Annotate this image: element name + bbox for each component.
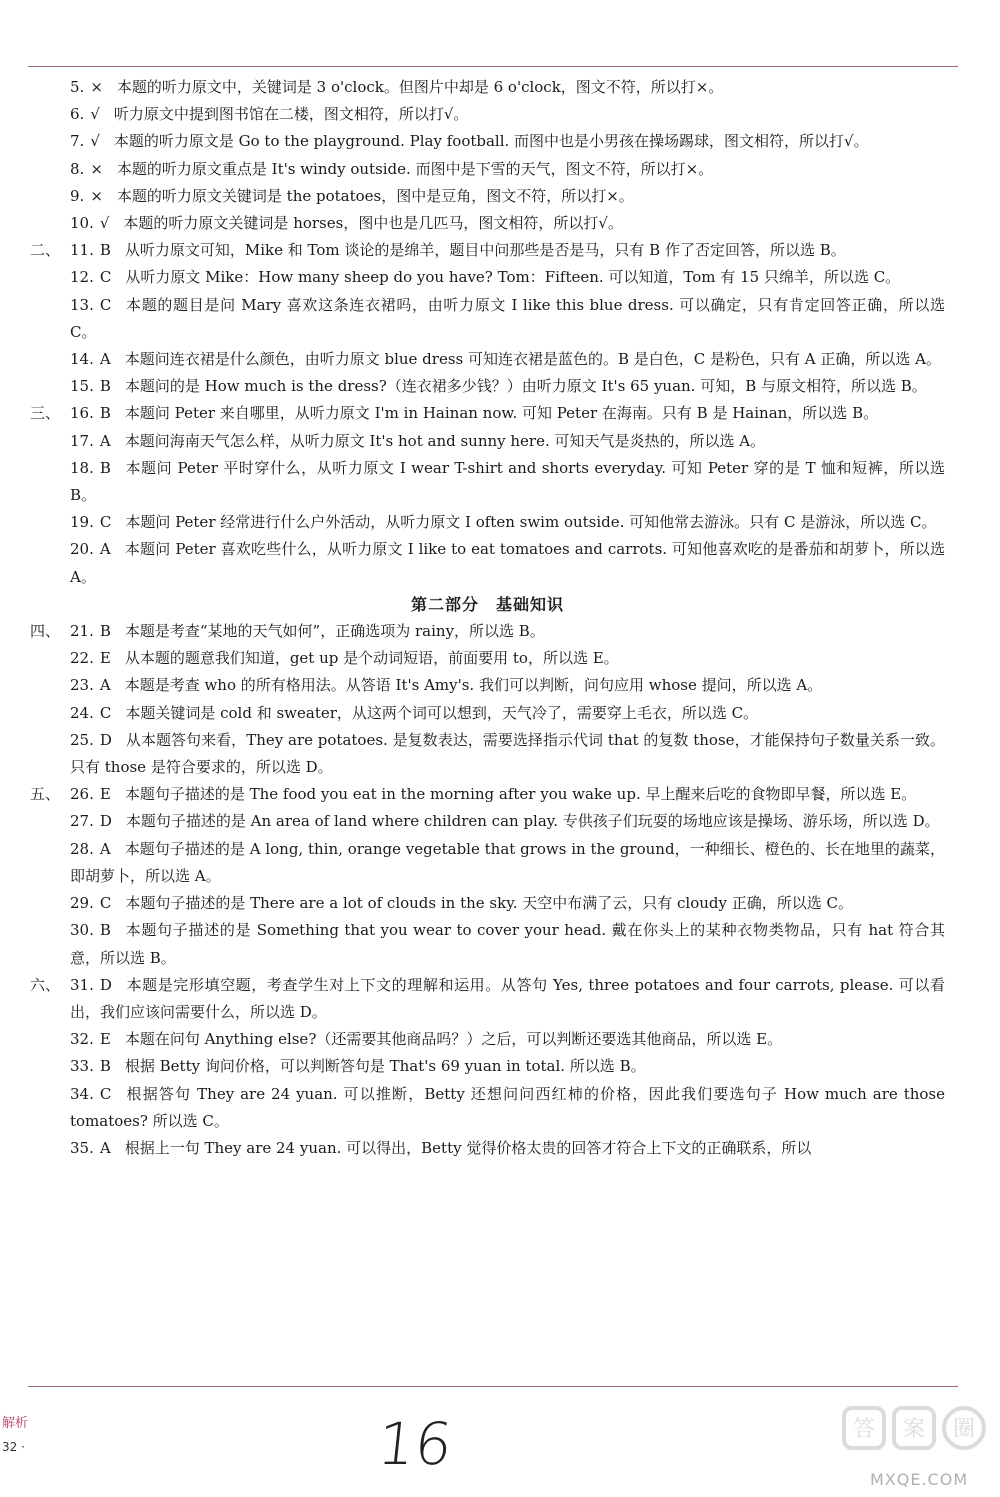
watermark-url: MXQE.COM	[870, 1470, 969, 1489]
answer-entry	[30, 808, 945, 835]
explanation-text: 从听力原文可知，Mike 和 Tom 谈论的是绵羊，题目中问那些是否是马，只有 B 作了否定回答，所以选 B。	[124, 241, 846, 260]
answer-entry	[30, 400, 945, 427]
question-number: 20.	[70, 540, 94, 559]
answer-key: ×	[90, 186, 103, 205]
section-marker: 四、	[30, 622, 61, 641]
explanation-text: 本题问海南天气怎么样，从听力原文 It's hot and sunny here. 可知天气是炎热的，所以选 A。	[124, 431, 766, 450]
answer-key: A	[99, 676, 111, 695]
question-number: 16.	[70, 404, 94, 423]
answer-entry	[30, 346, 945, 373]
explanation-text: 本题在问句 Anything else?（还需要其他商品吗？）之后，可以判断还要选其他商品，所以选 E。	[124, 1030, 783, 1049]
answer-entry	[30, 210, 945, 237]
page-number: 32 ·	[2, 1440, 25, 1454]
answer-key: B	[99, 1057, 111, 1076]
question-number: 26.	[70, 785, 94, 804]
handwritten-page-number: 16	[374, 1410, 456, 1478]
explanation-text: 根据上一句 They are 24 yuan. 可以得出，Betty 觉得价格太贵的回答才符合上下文的正确联系，所以	[124, 1138, 812, 1157]
question-number: 32.	[70, 1030, 94, 1049]
question-number: 19.	[70, 513, 94, 532]
answer-entry	[30, 890, 945, 917]
answer-key: D	[99, 975, 112, 994]
answer-entry	[30, 292, 945, 346]
answer-key: B	[99, 404, 111, 423]
question-number: 25.	[70, 730, 94, 749]
explanation-text: 根据 Betty 询问价格，可以判断答句是 That's 69 yuan in total. 所以选 B。	[124, 1057, 646, 1076]
answer-key: A	[99, 1138, 111, 1157]
answer-entry	[30, 156, 945, 183]
answer-entry	[30, 74, 945, 101]
question-number: 28.	[70, 839, 94, 858]
answer-entry	[30, 1081, 945, 1135]
answer-key: C	[99, 1084, 112, 1103]
section-marker: 五、	[30, 785, 61, 804]
answer-key: √	[99, 214, 110, 233]
answer-entry	[30, 536, 945, 590]
question-number: 9.	[70, 186, 85, 205]
section-marker: 二、	[30, 241, 61, 260]
question-number: 14.	[70, 350, 94, 369]
section-marker: 六、	[30, 975, 61, 994]
section-marker: 三、	[30, 404, 61, 423]
question-number: 5.	[70, 78, 85, 96]
explanation-text: 本题是考查“某地的天气如何”，正确选项为 rainy，所以选 B。	[124, 622, 545, 641]
question-number: 18.	[70, 458, 94, 477]
answer-entry	[30, 836, 945, 890]
question-number: 17.	[70, 431, 94, 450]
answer-key: A	[99, 350, 111, 369]
explanation-text: 本题的听力原文中，关键词是 3 o'clock。但图片中却是 6 o'clock，图文不符，所以打×。	[116, 78, 724, 96]
answer-key: E	[99, 1030, 111, 1049]
answer-entry	[30, 373, 945, 400]
explanation-text: 本题关键词是 cold 和 sweater，从这两个词可以想到，天气冷了，需要穿上毛衣，所以选 C。	[125, 703, 759, 722]
answer-key: C	[99, 295, 112, 314]
explanation-text: 本题句子描述的是 A long, thin, orange vegetable that grows in the ground，一种细长、橙色的、长在地里的蔬菜，即胡萝卜，所以选 A。	[70, 839, 945, 885]
answer-key: A	[99, 431, 111, 450]
question-number: 8.	[70, 159, 85, 178]
explanation-text: 听力原文中提到图书馆在二楼，图文相符，所以打√。	[113, 105, 469, 124]
answer-entry	[30, 128, 945, 155]
answer-key: D	[99, 730, 112, 749]
question-number: 33.	[70, 1057, 94, 1076]
question-number: 6.	[70, 105, 85, 124]
question-number: 23.	[70, 676, 94, 695]
answer-entry	[30, 455, 945, 509]
explanation-text: 本题的听力原文关键词是 the potatoes，图中是豆角，图文不符，所以打×。	[116, 186, 634, 205]
answer-key: C	[99, 894, 112, 913]
answer-entry	[30, 700, 945, 727]
explanation-text: 本题是考查 who 的所有格用法。从答语 It's Amy's. 我们可以判断，问句应用 whose 提问，所以选 A。	[124, 676, 823, 695]
explanation-text: 根据答句 They are 24 yuan. 可以推断，Betty 还想问问西红柿的价格，因此我们要选句子 How much are those tomatoes? 所以选 C。	[70, 1084, 945, 1130]
answer-entry	[30, 1026, 945, 1053]
answer-entry	[30, 781, 945, 808]
answer-entry	[30, 183, 945, 210]
explanation-text: 本题句子描述的是 The food you eat in the morning after you wake up. 早上醒来后吃的食物即早餐，所以选 E。	[124, 785, 917, 804]
answer-key: D	[99, 812, 112, 831]
question-number: 22.	[70, 649, 94, 668]
explanation-text: 本题的听力原文是 Go to the playground. Play football. 而图中也是小男孩在操场踢球，图文相符，所以打√。	[113, 132, 869, 151]
question-number: 11.	[70, 241, 94, 260]
answer-key: B	[99, 458, 111, 477]
question-number: 27.	[70, 812, 94, 831]
answer-entry	[30, 972, 945, 1026]
answer-key: ×	[90, 78, 103, 96]
question-number: 12.	[70, 268, 94, 287]
answer-entry	[30, 428, 945, 455]
answer-key: E	[99, 785, 111, 804]
question-number: 7.	[70, 132, 85, 151]
question-number: 29.	[70, 894, 94, 913]
question-number: 21.	[70, 622, 94, 641]
answer-key: √	[90, 105, 100, 124]
answer-entry	[30, 1053, 945, 1080]
explanation-text: 本题问的是 How much is the dress?（连衣裙多少钱？）由听力原文 It's 65 yuan. 可知，B 与原文相符，所以选 B。	[124, 377, 927, 396]
explanation-text: 本题句子描述的是 Something that you wear to cover your head. 戴在你头上的某种衣物类物品，只有 hat 符合其意，所以选 B。	[70, 921, 945, 967]
explanation-text: 本题的题目是问 Mary 喜欢这条连衣裙吗，由听力原文 I like this blue dress. 可以确定，只有肯定回答正确，所以选 C。	[70, 295, 945, 341]
explanation-text: 本题问 Peter 喜欢吃些什么，从听力原文 I like to eat tomatoes and carrots. 可知他喜欢吃的是番茄和胡萝卜，所以选 A。	[70, 540, 945, 586]
answer-entry	[30, 917, 945, 971]
explanation-text: 本题句子描述的是 An area of land where children can play. 专供孩子们玩耍的场地应该是操场、游乐场，所以选 D。	[125, 812, 940, 831]
explanation-text: 本题问 Peter 平时穿什么，从听力原文 I wear T-shirt and shorts everyday. 可知 Peter 穿的是 T 恤和短裤，所以选 B。	[70, 458, 945, 505]
answer-key: √	[90, 132, 100, 151]
question-number: 31.	[70, 975, 94, 994]
explanation-text: 本题是完形填空题，考查学生对上下文的理解和运用。从答句 Yes, three potatoes and four carrots, please. 可以看出，我们应该问需要什么，所以选 D。	[70, 975, 945, 1021]
answer-key: B	[99, 241, 111, 260]
answer-key: A	[99, 839, 111, 858]
answer-key: B	[99, 377, 111, 396]
answer-key: A	[99, 540, 111, 559]
bottom-rule	[28, 1386, 958, 1387]
answer-key: ×	[90, 159, 103, 178]
answer-key: C	[99, 513, 112, 532]
answer-entry	[30, 1135, 945, 1162]
answer-entry	[30, 237, 945, 264]
answer-key: C	[99, 703, 112, 722]
question-number: 13.	[70, 295, 94, 314]
explanation-text: 本题问连衣裙是什么颜色，由听力原文 blue dress 可知连衣裙是蓝色的。B 是白色，C 是粉色，只有 A 正确，所以选 A。	[124, 350, 941, 369]
question-number: 34.	[70, 1084, 94, 1103]
section-title: 第二部分 基础知识	[410, 594, 564, 614]
answer-entry	[30, 264, 945, 291]
watermark-logo	[840, 1400, 990, 1470]
answer-key: E	[99, 649, 111, 668]
svg-text:圈: 圈	[952, 1417, 976, 1442]
question-number: 15.	[70, 377, 94, 396]
question-number: 24.	[70, 703, 94, 722]
answer-entry	[30, 645, 945, 672]
explanation-text: 从听力原文 Mike：How many sheep do you have? Tom：Fifteen. 可以知道，Tom 有 15 只绵羊，所以选 C。	[125, 268, 901, 287]
answer-entry	[30, 727, 945, 781]
explanation-text: 本题问 Peter 经常进行什么户外活动，从听力原文 I often swim outside. 可知他常去游泳。只有 C 是游泳，所以选 C。	[125, 513, 937, 532]
question-number: 30.	[70, 921, 94, 940]
section-one-entries	[30, 74, 945, 591]
section-two-entries	[30, 618, 945, 1162]
answer-entry	[30, 618, 945, 645]
explanation-text: 本题的听力原文重点是 It's windy outside. 而图中是下雪的天气，图文不符，所以打×。	[116, 159, 714, 178]
answer-key: B	[99, 921, 111, 940]
answer-entry	[30, 509, 945, 536]
question-number: 10.	[70, 214, 94, 233]
explanation-text: 从本题答句来看，They are potatoes. 是复数表达，需要选择指示代词 that 的复数 those，才能保持句子数量关系一致。只有 those 是符合要求的，所以选 D。	[70, 730, 945, 777]
explanation-text: 本题句子描述的是 There are a lot of clouds in the sky. 天空中布满了云，只有 cloudy 正确，所以选 C。	[125, 894, 853, 913]
svg-text:案: 案	[902, 1417, 926, 1442]
question-number: 35.	[70, 1138, 94, 1157]
svg-text:答: 答	[852, 1417, 876, 1442]
top-rule	[28, 66, 958, 67]
footer-label: 解析	[2, 1416, 29, 1431]
answer-key: C	[99, 268, 112, 287]
explanation-text: 从本题的题意我们知道，get up 是个动词短语，前面要用 to，所以选 E。	[124, 649, 619, 668]
explanation-text: 本题问 Peter 来自哪里，从听力原文 I'm in Hainan now. 可知 Peter 在海南。只有 B 是 Hainan，所以选 B。	[124, 404, 879, 423]
explanation-text: 本题的听力原文关键词是 horses，图中也是几匹马，图文相符，所以打√。	[123, 214, 623, 233]
answer-content	[30, 74, 945, 1162]
answer-entry	[30, 101, 945, 128]
answer-key: B	[99, 622, 111, 641]
answer-entry	[30, 672, 945, 699]
